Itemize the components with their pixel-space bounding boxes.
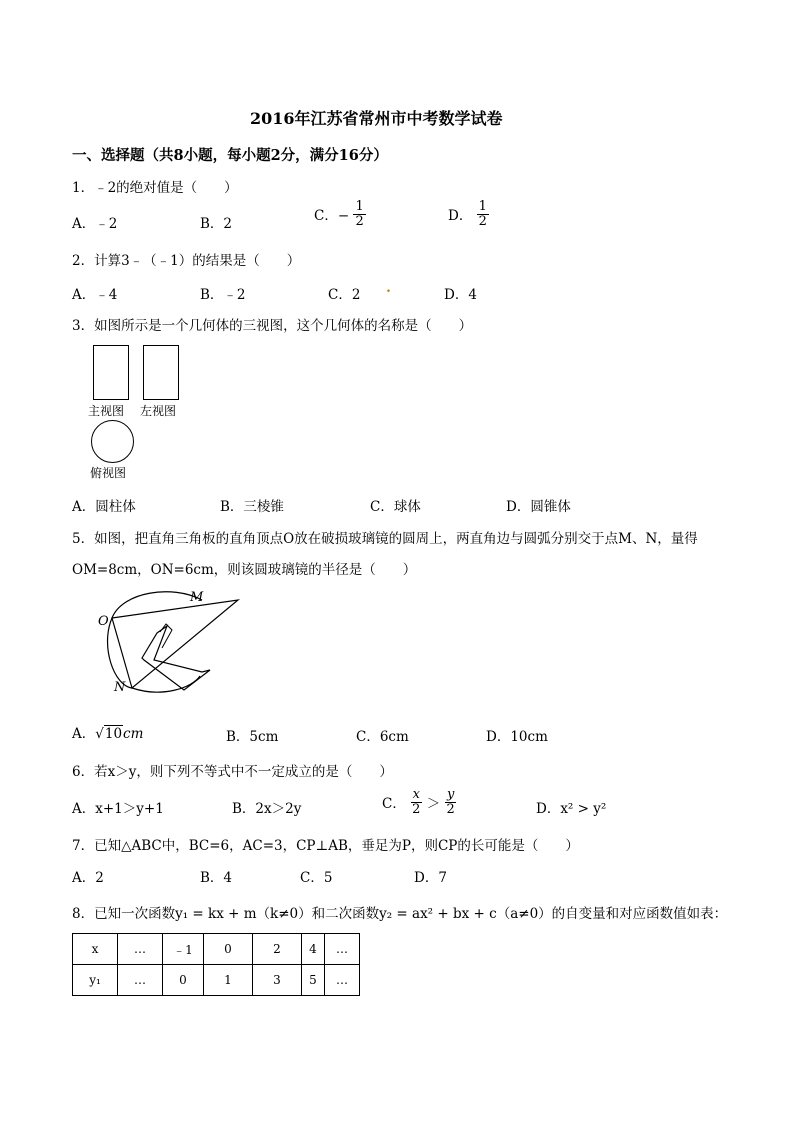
q7-option-d: D．7: [414, 870, 447, 886]
q5-option-c: C．6cm: [356, 729, 409, 745]
q6-option-d: D．x² > y²: [536, 801, 607, 817]
q7-option-a: A．2: [72, 870, 104, 886]
table-cell: 4: [302, 934, 325, 965]
q1-option-a: A．﹣2: [72, 216, 118, 232]
fraction-numerator: x: [412, 787, 420, 802]
table-cell: y₁: [73, 965, 118, 996]
table-row: [73, 934, 360, 965]
table-cell: 1: [204, 965, 253, 996]
table-cell: 5: [302, 965, 325, 996]
triangle-ruler: [112, 600, 238, 690]
table-row: [73, 965, 360, 996]
question-6: 6．若x＞y，则下列不等式中不一定成立的是（ ）: [72, 764, 393, 780]
point-label-m: M: [190, 590, 204, 605]
table-cell: ﹣1: [163, 934, 204, 965]
q6-option-b: B．2x＞2y: [232, 801, 302, 817]
square-root: √10: [95, 726, 123, 742]
page-title: 2016年江苏省常州市中考数学试卷: [250, 109, 503, 128]
top-view-label: 俯视图: [90, 466, 127, 480]
radicand: 10: [104, 726, 123, 742]
q5-option-b: B．5cm: [226, 729, 279, 745]
fraction-numerator: 1: [478, 199, 487, 214]
table-cell: 2: [253, 934, 302, 965]
q5-option-a-prefix: A．: [72, 726, 96, 742]
stray-dot: .: [386, 280, 391, 296]
left-view-rectangle: [143, 345, 179, 400]
top-view-circle: [91, 420, 134, 463]
question-2: 2．计算3﹣（﹣1）的结果是（ ）: [72, 253, 301, 269]
q1-option-d-prefix: D．: [448, 208, 473, 225]
q6-fraction-x: [410, 788, 422, 816]
table-cell: …: [118, 934, 163, 965]
q3-option-b: B．三棱锥: [220, 499, 284, 515]
fraction-numerator: 1: [355, 199, 364, 214]
q1-option-b: B．2: [200, 216, 233, 232]
question-7: 7．已知△ABC中，BC=6，AC=3，CP⊥AB，垂足为P，则CP的长可能是（ ）: [72, 838, 579, 854]
q3-option-a: A．圆柱体: [72, 499, 136, 515]
unit: cm: [123, 726, 144, 742]
table-cell: …: [325, 965, 360, 996]
fraction-denominator: 2: [478, 213, 487, 229]
table-cell: 0: [163, 965, 204, 996]
q3-option-c: C．球体: [370, 499, 421, 515]
point-label-n: N: [114, 680, 126, 695]
question-8: 8．已知一次函数y₁ = kx + m（k≠0）和二次函数y₂ = ax² + bx + c（a≠0）的自变量和对应函数值如表：: [72, 906, 728, 922]
q7-option-b: B．4: [200, 870, 233, 886]
q1-option-d: [448, 200, 489, 228]
question-5-line-1: 5．如图，把直角三角板的直角顶点O放在破损玻璃镜的圆周上，两直角边与圆弧分别交于点M、N，量得: [72, 531, 698, 547]
q5-option-a: [72, 722, 143, 742]
q1-option-c-prefix: C．−: [314, 208, 350, 225]
question-5-line-2: OM=8cm，ON=6cm，则该圆玻璃镜的半径是（ ）: [72, 562, 417, 578]
q5-option-d: D．10cm: [486, 729, 548, 745]
fraction-numerator: y: [446, 787, 455, 802]
fraction-denominator: 2: [355, 213, 364, 229]
table-cell: …: [325, 934, 360, 965]
q6-relation: ＞: [426, 796, 441, 813]
question-3: 3．如图所示是一个几何体的三视图，这个几何体的名称是（ ）: [72, 318, 473, 334]
fraction-denominator: 2: [412, 801, 421, 817]
fraction-denominator: 2: [446, 801, 455, 817]
point-label-o: O: [98, 614, 109, 629]
q6-option-a: A．x+1＞y+1: [72, 801, 164, 817]
q1-option-c: [314, 200, 366, 228]
q1-option-d-fraction: [477, 200, 489, 228]
table-cell: 3: [253, 965, 302, 996]
table-cell: 0: [204, 934, 253, 965]
q2-option-d: D．4: [444, 287, 477, 303]
q2-option-c: C．2: [328, 287, 361, 303]
front-view-label: 主视图: [88, 404, 125, 418]
front-view-rectangle: [93, 345, 129, 400]
q1-option-c-fraction: [353, 200, 365, 228]
table-cell: …: [118, 965, 163, 996]
q2-option-b: B．﹣2: [200, 287, 246, 303]
question-1: 1．﹣2的绝对值是（ ）: [72, 180, 238, 196]
table-cell: x: [73, 934, 118, 965]
function-value-table: [72, 933, 360, 996]
q7-option-c: C．5: [300, 870, 333, 886]
q6-option-c: [382, 788, 457, 816]
q2-option-a: A．﹣4: [72, 287, 118, 303]
q3-option-d: D．圆锥体: [506, 499, 571, 515]
section-heading: 一、选择题（共8小题，每小题2分，满分16分）: [72, 147, 388, 164]
q6-option-c-prefix: C．: [382, 796, 406, 813]
q6-fraction-y: [445, 788, 457, 816]
left-view-label: 左视图: [140, 404, 177, 418]
